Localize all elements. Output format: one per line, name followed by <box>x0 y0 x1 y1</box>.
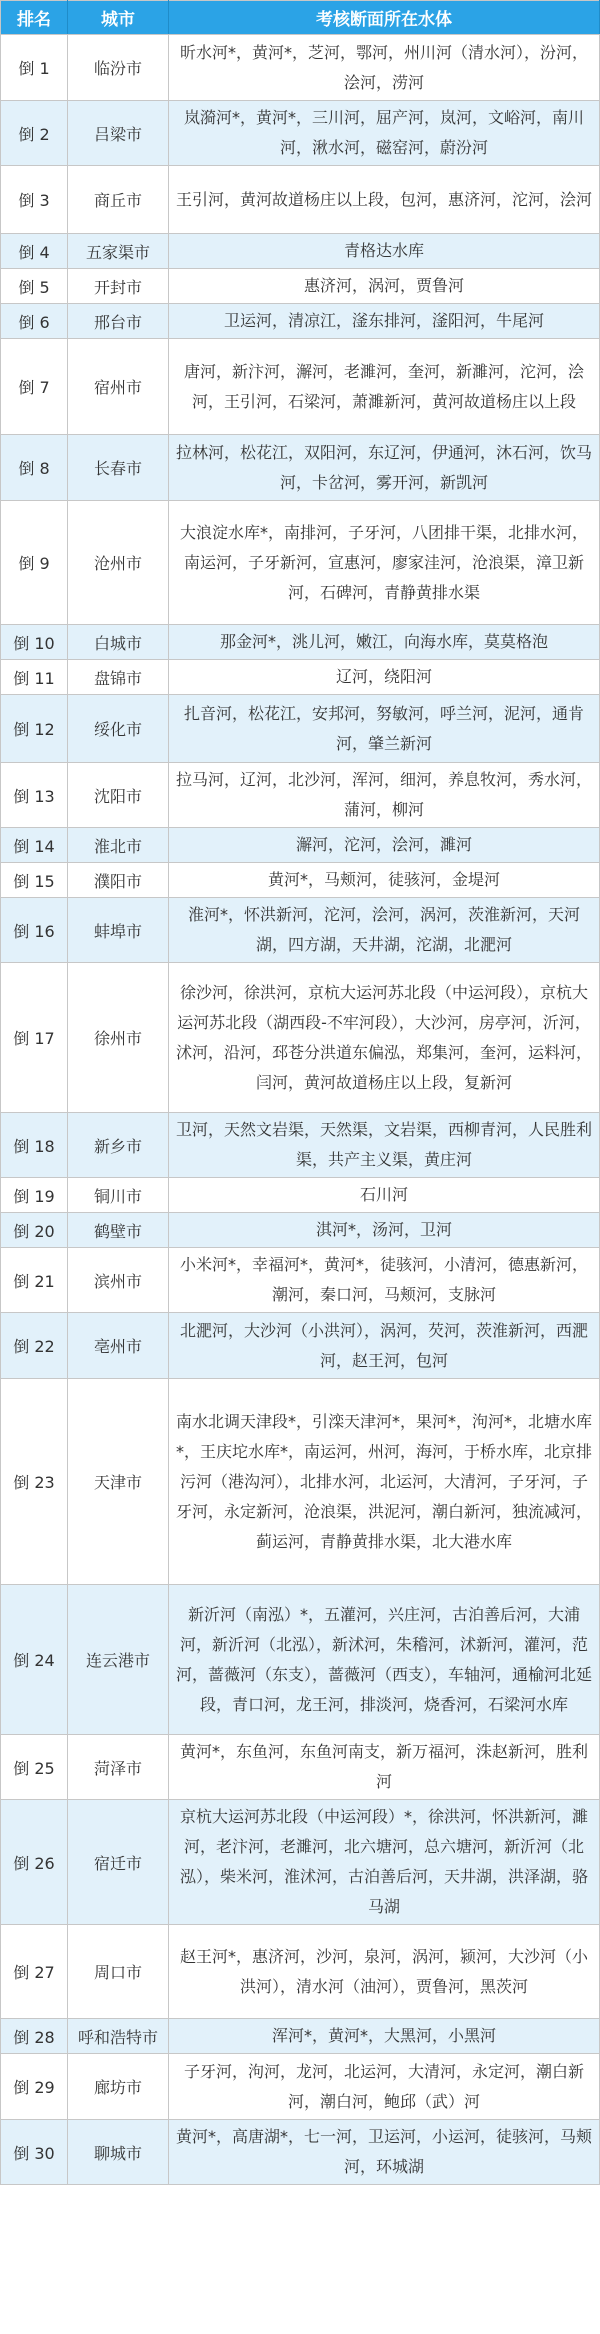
table-row <box>1 828 600 863</box>
city-cell: 新乡市 <box>68 1113 169 1178</box>
rank-cell: 倒 15 <box>1 863 68 898</box>
city-cell: 濮阳市 <box>68 863 169 898</box>
city-cell: 鹤壁市 <box>68 1213 169 1248</box>
city-cell: 邢台市 <box>68 304 169 339</box>
city-cell: 蚌埠市 <box>68 898 169 963</box>
water-body-cell: 扎音河，松花江，安邦河，努敏河，呼兰河，泥河，通肯河，肇兰新河 <box>169 695 600 763</box>
table-row <box>1 304 600 339</box>
rank-cell: 倒 23 <box>1 1379 68 1585</box>
city-cell: 呼和浩特市 <box>68 2019 169 2054</box>
table-row <box>1 763 600 828</box>
water-body-cell: 赵王河*，惠济河，沙河，泉河，涡河，颍河，大沙河（小洪河），清水河（油河），贾鲁河，黑茨河 <box>169 1925 600 2019</box>
header-rank: 排名 <box>1 1 68 35</box>
rank-cell: 倒 1 <box>1 35 68 101</box>
water-body-cell: 黄河*，东鱼河，东鱼河南支，新万福河，洙赵新河，胜利河 <box>169 1735 600 1800</box>
water-body-cell: 京杭大运河苏北段（中运河段）*，徐洪河，怀洪新河，濉河，老汴河，老濉河，北六塘河，总六塘河，新沂河（北泓），柴米河，淮沭河，古泊善后河，天井湖，洪泽湖，骆马湖 <box>169 1800 600 1925</box>
rank-cell: 倒 24 <box>1 1585 68 1735</box>
rank-cell: 倒 11 <box>1 660 68 695</box>
water-body-cell: 淇河*，汤河，卫河 <box>169 1213 600 1248</box>
city-cell: 临汾市 <box>68 35 169 101</box>
rank-cell: 倒 8 <box>1 435 68 501</box>
rank-cell: 倒 9 <box>1 501 68 625</box>
water-body-cell: 黄河*，马颊河，徒骇河，金堤河 <box>169 863 600 898</box>
water-body-cell: 北淝河，大沙河（小洪河），涡河，芡河，茨淮新河，西淝河，赵王河，包河 <box>169 1313 600 1379</box>
table-row <box>1 101 600 166</box>
table-row <box>1 1213 600 1248</box>
rank-cell: 倒 18 <box>1 1113 68 1178</box>
table-row <box>1 35 600 101</box>
city-cell: 开封市 <box>68 269 169 304</box>
table-row <box>1 1735 600 1800</box>
table-body <box>1 35 600 2185</box>
table-row <box>1 501 600 625</box>
header-row <box>1 1 600 35</box>
water-body-cell: 唐河，新汴河，澥河，老濉河，奎河，新濉河，沱河，浍河，王引河，石梁河，萧濉新河，黄河故道杨庄以上段 <box>169 339 600 435</box>
city-cell: 周口市 <box>68 1925 169 2019</box>
city-cell: 天津市 <box>68 1379 169 1585</box>
table-row <box>1 1379 600 1585</box>
water-body-cell: 大浪淀水库*，南排河，子牙河，八团排干渠，北排水河，南运河，子牙新河，宣惠河，廖家洼河，沧浪渠，漳卫新河，石碑河，青静黄排水渠 <box>169 501 600 625</box>
city-cell: 滨州市 <box>68 1248 169 1313</box>
table-row <box>1 234 600 269</box>
water-body-cell: 南水北调天津段*，引滦天津河*，果河*，泃河*，北塘水库*，王庆坨水库*，南运河，州河，海河，于桥水库，北京排污河（港沟河），北排水河，北运河，大清河，子牙河，子牙河，永定新河，沧浪渠，洪泥河，潮白新河，独流减河，蓟运河，青静黄排水渠，北大港水库 <box>169 1379 600 1585</box>
city-cell: 连云港市 <box>68 1585 169 1735</box>
table-header <box>1 1 600 35</box>
water-body-cell: 徐沙河，徐洪河，京杭大运河苏北段（中运河段），京杭大运河苏北段（湖西段-不牢河段），大沙河，房亭河，沂河，沭河，沿河，邳苍分洪道东偏泓，郑集河，奎河，运料河，闫河，黄河故道杨庄以上段，复新河 <box>169 963 600 1113</box>
city-cell: 吕梁市 <box>68 101 169 166</box>
city-cell: 五家渠市 <box>68 234 169 269</box>
city-cell: 白城市 <box>68 625 169 660</box>
table-row <box>1 166 600 234</box>
rank-cell: 倒 25 <box>1 1735 68 1800</box>
rank-cell: 倒 13 <box>1 763 68 828</box>
rank-cell: 倒 4 <box>1 234 68 269</box>
water-body-cell: 石川河 <box>169 1178 600 1213</box>
city-cell: 菏泽市 <box>68 1735 169 1800</box>
table-row <box>1 1248 600 1313</box>
city-cell: 盘锦市 <box>68 660 169 695</box>
rank-cell: 倒 2 <box>1 101 68 166</box>
table-row <box>1 1113 600 1178</box>
table-row <box>1 963 600 1113</box>
water-body-cell: 小米河*，幸福河*，黄河*，徒骇河，小清河，德惠新河，潮河，秦口河，马颊河，支脉河 <box>169 1248 600 1313</box>
table-row <box>1 695 600 763</box>
rank-cell: 倒 7 <box>1 339 68 435</box>
water-body-cell: 拉马河，辽河，北沙河，浑河，细河，养息牧河，秀水河，蒲河，柳河 <box>169 763 600 828</box>
table-row <box>1 625 600 660</box>
table-row <box>1 2019 600 2054</box>
rank-cell: 倒 3 <box>1 166 68 234</box>
city-cell: 亳州市 <box>68 1313 169 1379</box>
table-row <box>1 2054 600 2120</box>
header-city: 城市 <box>68 1 169 35</box>
city-cell: 铜川市 <box>68 1178 169 1213</box>
rank-cell: 倒 6 <box>1 304 68 339</box>
table-row <box>1 1313 600 1379</box>
city-cell: 沈阳市 <box>68 763 169 828</box>
water-body-cell: 昕水河*，黄河*，芝河，鄂河，州川河（清水河），汾河，浍河，涝河 <box>169 35 600 101</box>
city-cell: 商丘市 <box>68 166 169 234</box>
water-body-cell: 浑河*，黄河*，大黑河，小黑河 <box>169 2019 600 2054</box>
water-body-cell: 淮河*，怀洪新河，沱河，浍河，涡河，茨淮新河，天河湖，四方湖，天井湖，沱湖，北淝河 <box>169 898 600 963</box>
water-body-cell: 卫河，天然文岩渠，天然渠，文岩渠，西柳青河，人民胜利渠，共产主义渠，黄庄河 <box>169 1113 600 1178</box>
water-body-cell: 辽河，绕阳河 <box>169 660 600 695</box>
rank-cell: 倒 27 <box>1 1925 68 2019</box>
rank-cell: 倒 17 <box>1 963 68 1113</box>
water-body-cell: 子牙河，泃河，龙河，北运河，大清河，永定河，潮白新河，潮白河，鲍邱（武）河 <box>169 2054 600 2120</box>
table-row <box>1 2120 600 2185</box>
rank-cell: 倒 21 <box>1 1248 68 1313</box>
city-cell: 绥化市 <box>68 695 169 763</box>
water-body-cell: 拉林河，松花江，双阳河，东辽河，伊通河，沐石河，饮马河，卡岔河，雾开河，新凯河 <box>169 435 600 501</box>
table-row <box>1 1178 600 1213</box>
rank-cell: 倒 10 <box>1 625 68 660</box>
rank-cell: 倒 28 <box>1 2019 68 2054</box>
rank-cell: 倒 26 <box>1 1800 68 1925</box>
city-cell: 长春市 <box>68 435 169 501</box>
rank-cell: 倒 14 <box>1 828 68 863</box>
table-row <box>1 269 600 304</box>
water-body-cell: 澥河，沱河，浍河，濉河 <box>169 828 600 863</box>
table-row <box>1 1585 600 1735</box>
rank-cell: 倒 29 <box>1 2054 68 2120</box>
water-body-cell: 新沂河（南泓）*，五灌河，兴庄河，古泊善后河，大浦河，新沂河（北泓），新沭河，朱稽河，沭新河，灌河，范河，蔷薇河（东支），蔷薇河（西支），车轴河，通榆河北延段，青口河，龙王河，排淡河，烧香河，石梁河水库 <box>169 1585 600 1735</box>
city-cell: 沧州市 <box>68 501 169 625</box>
water-body-cell: 黄河*，高唐湖*，七一河，卫运河，小运河，徒骇河，马颊河，环城湖 <box>169 2120 600 2185</box>
rank-cell: 倒 5 <box>1 269 68 304</box>
table-row <box>1 339 600 435</box>
water-body-cell: 王引河，黄河故道杨庄以上段，包河，惠济河，沱河，浍河 <box>169 166 600 234</box>
city-cell: 廊坊市 <box>68 2054 169 2120</box>
city-cell: 徐州市 <box>68 963 169 1113</box>
rank-cell: 倒 22 <box>1 1313 68 1379</box>
city-cell: 聊城市 <box>68 2120 169 2185</box>
table-row <box>1 1800 600 1925</box>
table-row <box>1 863 600 898</box>
table-row <box>1 898 600 963</box>
header-water-body: 考核断面所在水体 <box>169 1 600 35</box>
water-body-cell: 青格达水库 <box>169 234 600 269</box>
rank-cell: 倒 12 <box>1 695 68 763</box>
table-row <box>1 660 600 695</box>
rank-cell: 倒 30 <box>1 2120 68 2185</box>
water-body-cell: 那金河*，洮儿河，嫩江，向海水库，莫莫格泡 <box>169 625 600 660</box>
rank-cell: 倒 20 <box>1 1213 68 1248</box>
city-cell: 淮北市 <box>68 828 169 863</box>
table-row <box>1 435 600 501</box>
water-body-cell: 卫运河，清凉江，滏东排河，滏阳河，牛尾河 <box>169 304 600 339</box>
rank-cell: 倒 19 <box>1 1178 68 1213</box>
table-row <box>1 1925 600 2019</box>
rank-cell: 倒 16 <box>1 898 68 963</box>
city-cell: 宿迁市 <box>68 1800 169 1925</box>
water-body-cell: 岚漪河*，黄河*，三川河，屈产河，岚河，文峪河，南川河，湫水河，磁窑河，蔚汾河 <box>169 101 600 166</box>
city-cell: 宿州市 <box>68 339 169 435</box>
water-body-cell: 惠济河，涡河，贾鲁河 <box>169 269 600 304</box>
